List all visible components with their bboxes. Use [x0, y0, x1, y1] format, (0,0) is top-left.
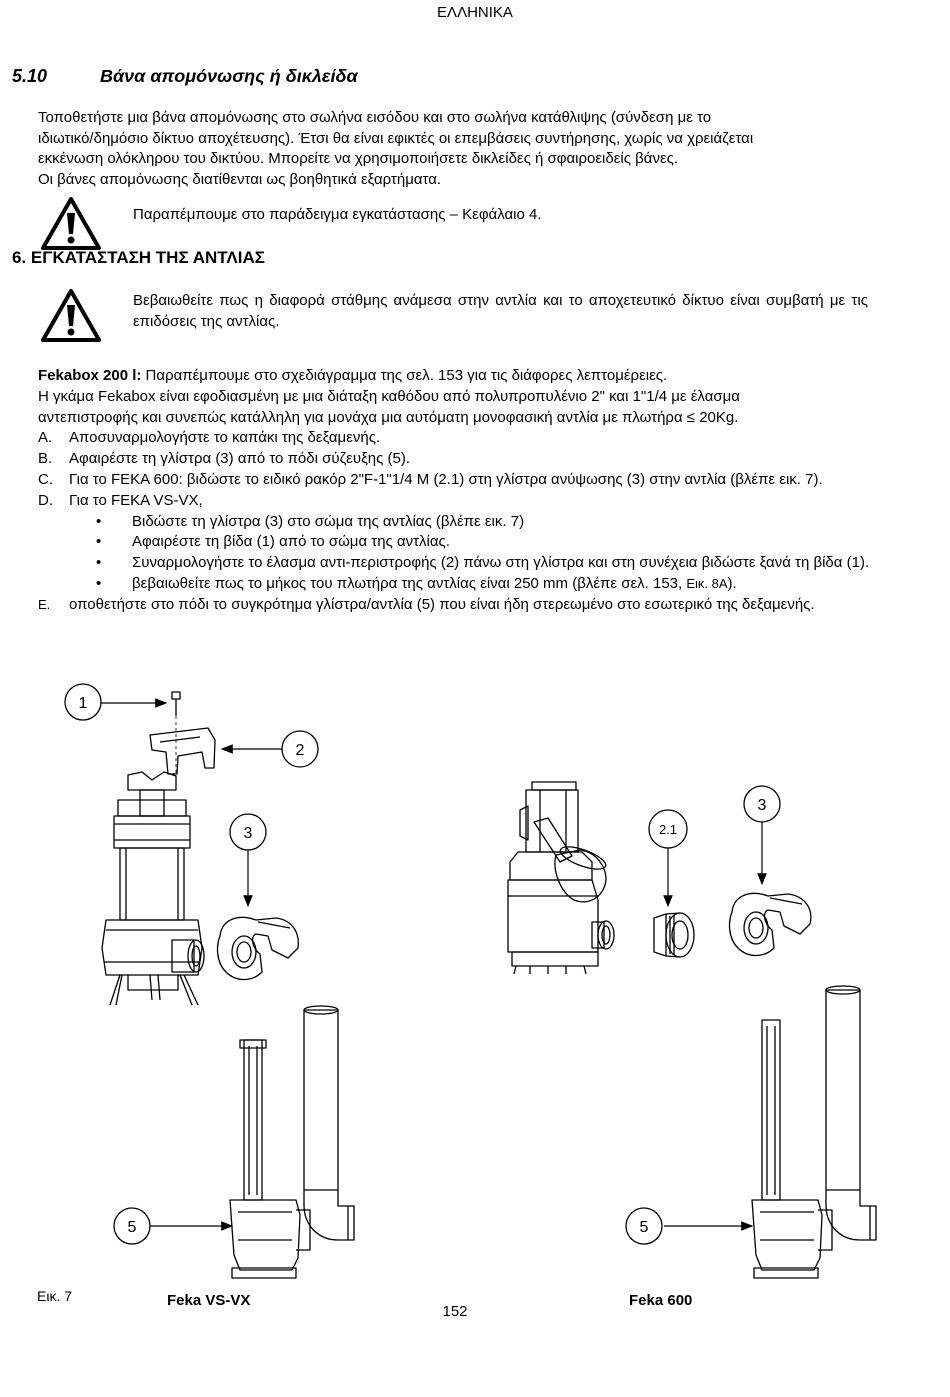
caption-feka-600: Feka 600: [629, 1292, 693, 1309]
step-item: [38, 595, 900, 616]
figure-reference: Εικ. 8Α: [686, 575, 728, 591]
paragraph-line: Οι βάνες απομόνωσης διατίθενται ως βοηθητικά εξαρτήματα.: [38, 170, 442, 188]
step-text: Αποσυναρμολογήστε το καπάκι της δεξαμενής.: [69, 429, 381, 447]
fekabox-text: Παραπέμπουμε στο σχεδιάγραμμα της σελ. 153 για τις διάφορες λεπτομέρειες.: [141, 367, 668, 384]
callout-label: 3: [757, 797, 767, 814]
step-label: D.: [38, 491, 53, 509]
callout-label: 3: [243, 825, 253, 842]
fekabox-line: [38, 366, 900, 387]
step-label: E.: [38, 596, 51, 612]
page-number: 152: [442, 1303, 468, 1320]
duckfoot-left: [230, 1006, 354, 1278]
bullet-text: Συναρμολογήστε το έλασμα αντι-περιστροφής (2) πάνω στη γλίστρα και στη συνέχεια βιδώστε ξανά τη βίδα (1).: [132, 554, 870, 572]
warning-text: Βεβαιωθείτε πως η διαφορά στάθμης ανάμεσα στην αντλία και το αποχετευτικό δίκτυο είναι συμβατή με τις επιδόσεις της αντλίας.: [133, 292, 868, 330]
bullet-icon: •: [96, 533, 102, 551]
fitting-part: [654, 913, 694, 957]
intro-line: Η γκάμα Fekabox είναι εφοδιασμένη με μια διάταξη καθόδου από πολυπροπυλένιο 2" και 1"1/4 με έλασμα: [38, 387, 740, 405]
fekabox-label: Fekabox 200 l:: [38, 367, 142, 384]
step-text: Για το FEKA 600: βιδώστε το ειδικό ρακόρ 2"F-1"1/4 M (2.1) στη γλίστρα ανύψωσης (3) στην αντλία (βλέπε εικ. 7).: [69, 470, 823, 488]
duckfoot-right: [752, 986, 876, 1278]
section-title: Βάνα απομόνωσης ή δικλείδα: [100, 66, 358, 86]
step-item: [38, 449, 900, 470]
pump-feka600: [508, 782, 614, 974]
callout-2: [282, 731, 318, 767]
screw-part: [172, 692, 180, 780]
figure-label: Εικ. 7: [37, 1288, 73, 1304]
callout-5-right: [626, 1208, 662, 1244]
callout-label: 5: [639, 1219, 649, 1236]
callout-3-left: [230, 814, 266, 850]
paragraph-line: Τοποθετήστε μια βάνα απομόνωσης στο σωλήνα εισόδου και στο σωλήνα κατάθλιψης (σύνδεση με το: [38, 109, 712, 126]
bullet-icon: •: [96, 574, 102, 592]
bullet-item: [96, 574, 900, 595]
warning-text: Παραπέμπουμε στο παράδειγμα εγκατάστασης – Κεφάλαιο 4.: [133, 206, 542, 223]
warning-icon: [40, 288, 102, 343]
bullet-icon: •: [96, 554, 102, 572]
step-text: οποθετήστε στο πόδι το συγκρότημα γλίστρα/αντλία (5) που είναι ήδη στερεωμένο στο εσωτερικό της δεξαμενής.: [69, 595, 815, 613]
guide-rail-right: [730, 893, 811, 955]
section-number: 5.10: [12, 66, 48, 86]
callout-2-1: [649, 810, 687, 848]
instructions: [38, 366, 900, 616]
bullet-text: Βιδώστε τη γλίστρα (3) στο σώμα της αντλίας (βλέπε εικ. 7): [132, 512, 525, 530]
callout-label: 5: [127, 1219, 137, 1236]
caption-feka-vsvx: Feka VS-VX: [167, 1292, 251, 1309]
installation-diagram: [0, 675, 950, 1315]
step-label: B.: [38, 450, 53, 468]
section-heading: 6. ΕΓΚΑΤΑΣΤΑΣΗ ΤΗΣ ΑΝΤΛΙΑΣ: [12, 248, 265, 267]
intro-line: αντεπιστροφής και συνεπώς κατάλληλη για μονάχα μια αυτόματη μονοφασική αντλία με πλωτήρα ≤ 20Kg.: [38, 408, 739, 426]
anti-rotation-plate: [150, 728, 215, 774]
section-paragraph: [38, 108, 918, 190]
step-text: Για το FEKA VS-VX,: [69, 491, 203, 509]
step-item: [38, 470, 900, 491]
callout-label: 2: [295, 742, 305, 759]
bullet-item: [96, 532, 900, 553]
bullet-item: [96, 553, 900, 574]
step-label: C.: [38, 470, 53, 488]
warning-icon: [40, 196, 102, 251]
step-text: Αφαιρέστε τη γλίστρα (3) από το πόδι σύζευξης (5).: [69, 450, 411, 468]
bullet-text: βεβαιωθείτε πως το μήκος του πλωτήρα της αντλίας είναι 250 mm (βλέπε σελ. 153, Εικ. 8Α).: [132, 574, 737, 592]
bullet-icon: •: [96, 512, 102, 530]
callout-5-left: [114, 1208, 150, 1244]
callout-label: 1: [78, 695, 88, 712]
callout-1: [65, 684, 101, 720]
paragraph-line: ιδιωτικό/δημόσιο δίκτυο αποχέτευσης). Έτσι θα είναι εφικτές οι επεμβάσεις συντήρησης, χωρίς να χρειάζεται: [38, 129, 754, 147]
step-item: [38, 428, 900, 449]
callout-label: 2.1: [658, 822, 678, 837]
bullet-text: Αφαιρέστε τη βίδα (1) από το σώμα της αντλίας.: [132, 533, 450, 551]
step-label: A.: [38, 429, 53, 447]
step-item: [38, 491, 900, 512]
bullet-item: [96, 512, 900, 533]
guide-rail-left: [218, 917, 299, 979]
paragraph-line: εκκένωση ολόκληρου του δικτύου. Μπορείτε να χρησιμοποιήσετε δικλείδες ή σφαιροειδείς βάνες.: [38, 150, 679, 167]
callout-3-right: [744, 786, 780, 822]
page-header: ΕΛΛΗΝΙΚΑ: [437, 4, 513, 21]
pump-vsvx: [102, 772, 204, 1005]
